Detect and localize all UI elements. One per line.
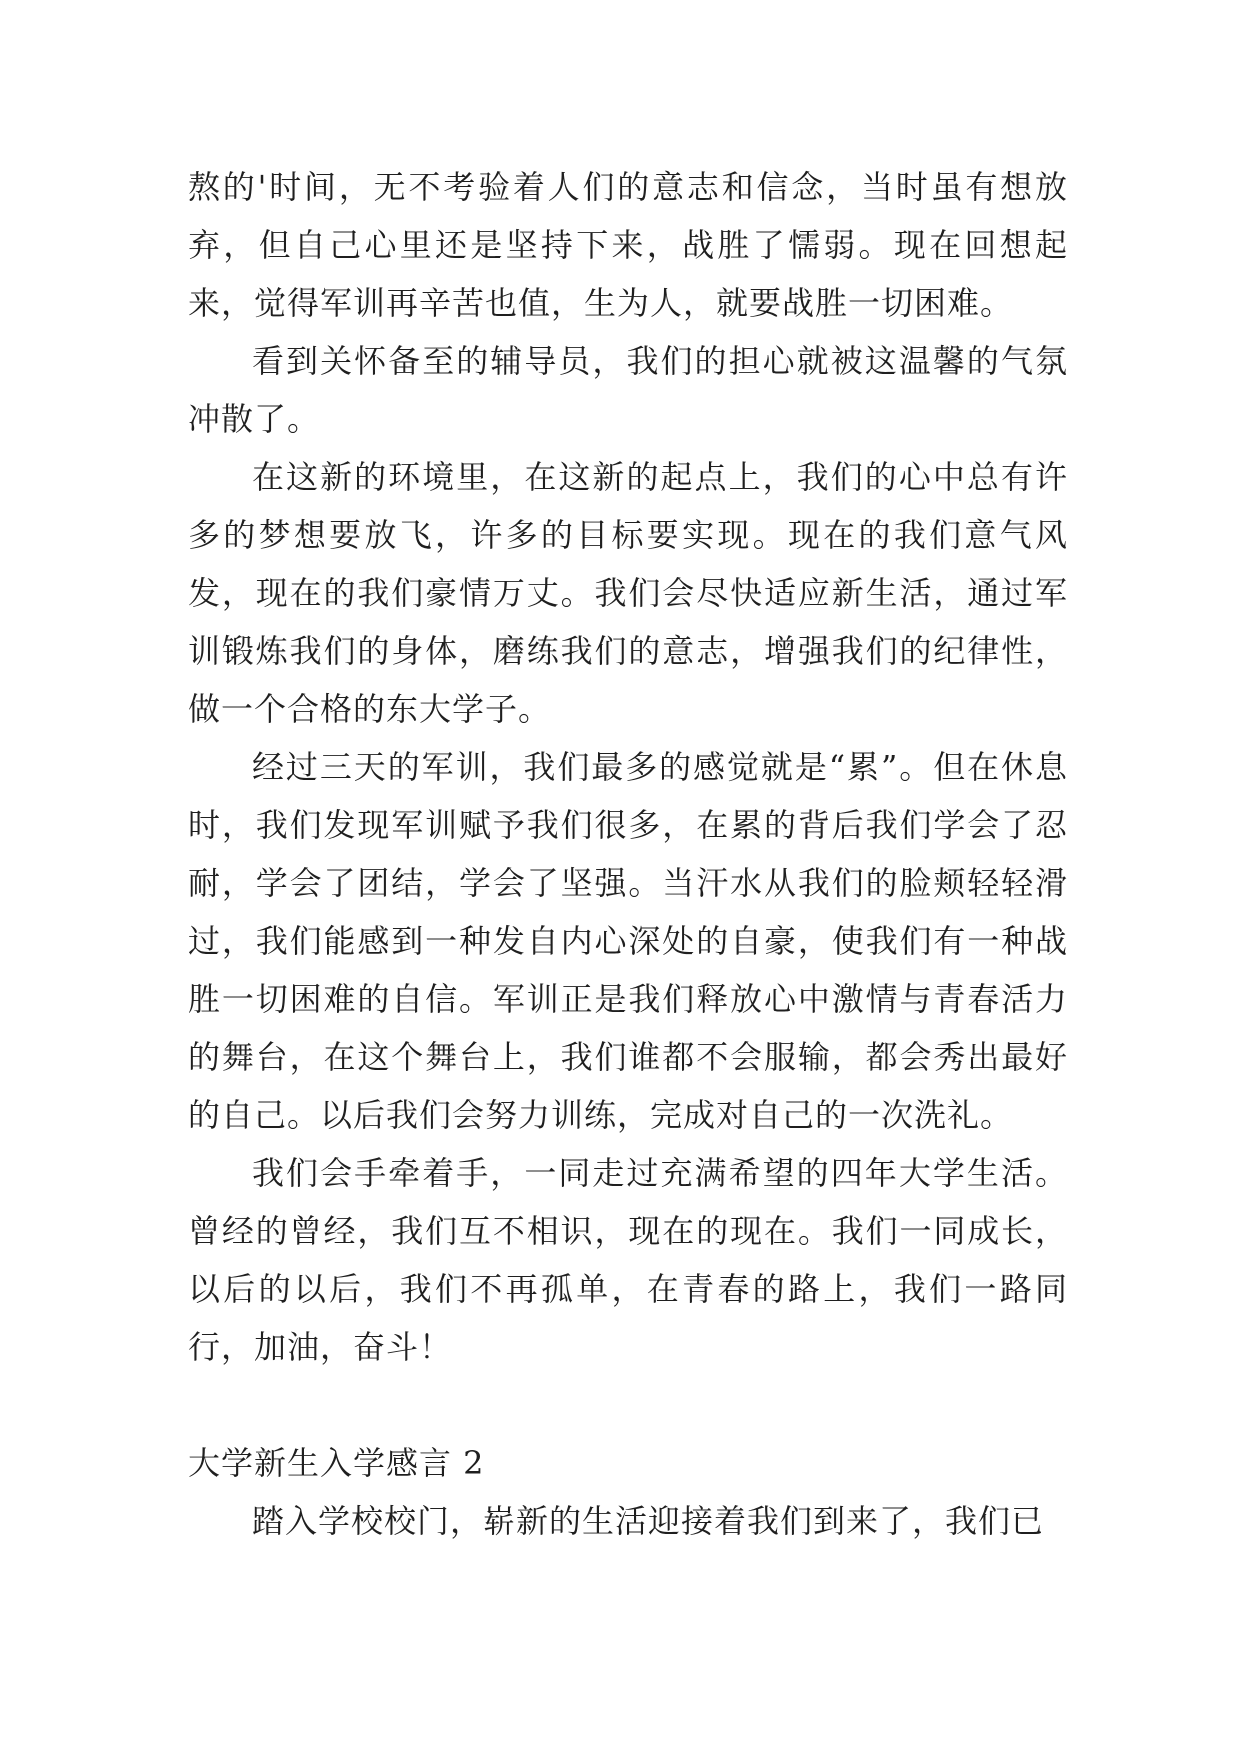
document-body — [188, 158, 1068, 1550]
paragraph: 踏入学校校门，崭新的生活迎接着我们到来了，我们已 — [252, 1502, 1045, 1540]
paragraph: 看到关怀备至的辅导员，我们的担心就被这温馨的气氛冲散了。 — [188, 342, 1068, 438]
paragraph: 熬的'时间，无不考验着人们的意志和信念，当时虽有想放弃，但自己心里还是坚持下来，战胜了懦弱。现在回想起来，觉得军训再辛苦也值，生为人，就要战胜一切困难。 — [188, 168, 1068, 322]
section-title: 大学新生入学感言 2 — [188, 1444, 485, 1482]
paragraph: 经过三天的军训，我们最多的感觉就是“累”。但在休息时，我们发现军训赋予我们很多，在累的背后我们学会了忍耐，学会了团结，学会了坚强。当汗水从我们的脸颊轻轻滑过，我们能感到一种发自内心深处的自豪，使我们有一种战胜一切困难的自信。军训正是我们释放心中激情与青春活力的舞台，在这个舞台上，我们谁都不会服输，都会秀出最好的自己。以后我们会努力训练，完成对自己的一次洗礼。 — [188, 748, 1068, 1134]
paragraph: 在这新的环境里，在这新的起点上，我们的心中总有许多的梦想要放飞，许多的目标要实现。现在的我们意气风发，现在的我们豪情万丈。我们会尽快适应新生活，通过军训锻炼我们的身体，磨练我们的意志，增强我们的纪律性，做一个合格的东大学子。 — [188, 458, 1068, 728]
paragraph: 我们会手牵着手，一同走过充满希望的四年大学生活。曾经的曾经，我们互不相识，现在的现在。我们一同成长，以后的以后，我们不再孤单，在青春的路上，我们一路同行，加油，奋斗！ — [188, 1154, 1068, 1366]
